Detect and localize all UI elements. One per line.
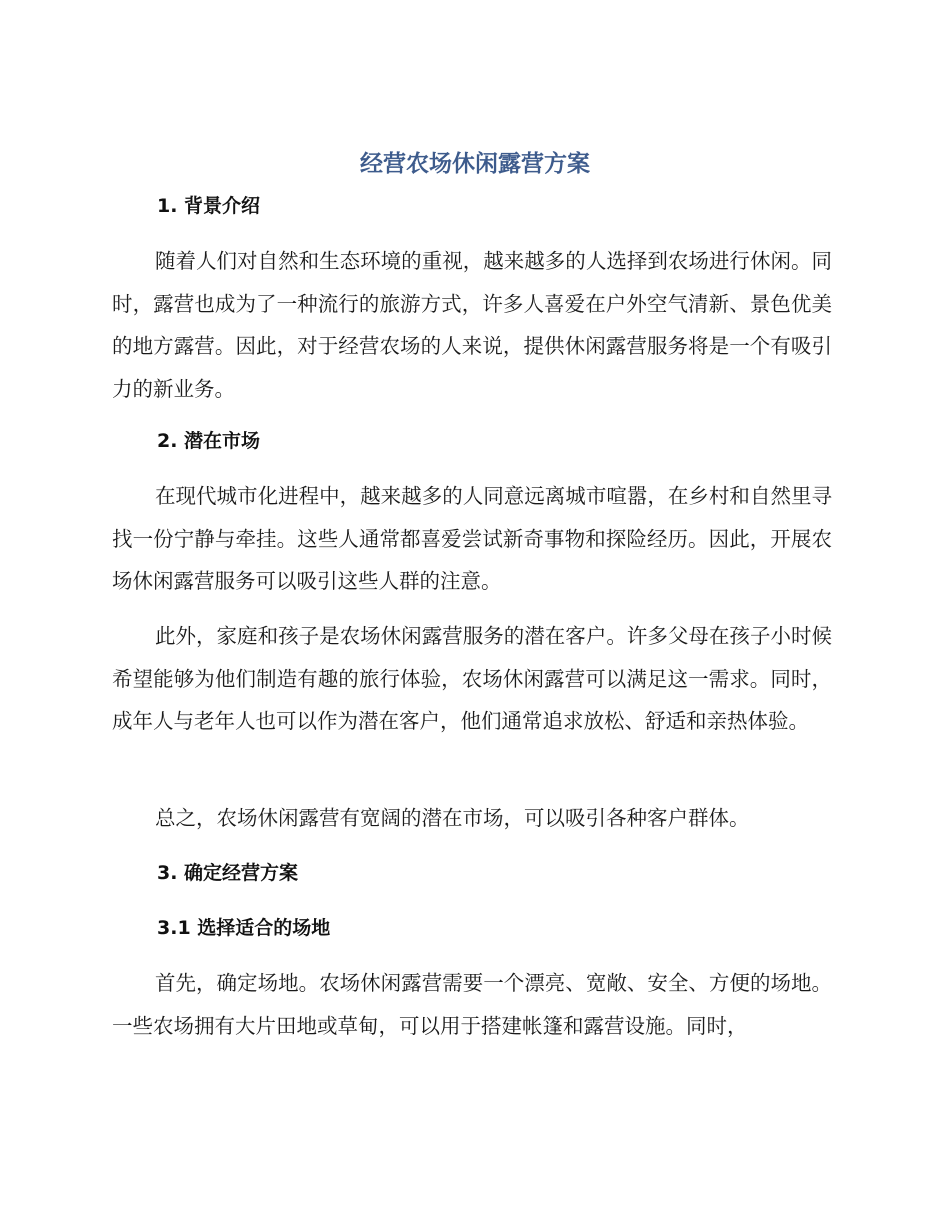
subsection-heading-site-selection: 3.1 选择适合的场地: [157, 917, 331, 939]
paragraph-background: 随着人们对自然和生态环境的重视，越来越多的人选择到农场进行休闲。同时，露营也成为了一种流行的旅游方式，许多人喜爱在户外空气清新、景色优美的地方露营。因此，对于经营农场的人来说，提供休闲露营服务将是一个有吸引力的新业务。: [112, 249, 832, 401]
document-title: 经营农场休闲露营方案: [360, 151, 590, 177]
paragraph-market-families: 此外，家庭和孩子是农场休闲露营服务的潜在客户。许多父母在孩子小时候希望能够为他们制造有趣的旅行体验，农场休闲露营可以满足这一需求。同时，成年人与老年人也可以作为潜在客户，他们通常追求放松、舒适和亲热体验。: [112, 624, 832, 733]
paragraph-market-urban: 在现代城市化进程中，越来越多的人同意远离城市喧嚣，在乡村和自然里寻找一份宁静与牵挂。这些人通常都喜爱尝试新奇事物和探险经历。因此，开展农场休闲露营服务可以吸引这些人群的注意。: [112, 484, 832, 593]
paragraph-site-selection: 首先，确定场地。农场休闲露营需要一个漂亮、宽敞、安全、方便的场地。一些农场拥有大片田地或草甸，可以用于搭建帐篷和露营设施。同时，: [112, 971, 832, 1038]
section-heading-business-plan: 3. 确定经营方案: [157, 862, 299, 884]
paragraph-market-summary: 总之，农场休闲露营有宽阔的潜在市场，可以吸引各种客户群体。: [155, 806, 750, 830]
section-heading-background: 1. 背景介绍: [157, 195, 261, 217]
section-heading-potential-market: 2. 潜在市场: [157, 430, 261, 452]
